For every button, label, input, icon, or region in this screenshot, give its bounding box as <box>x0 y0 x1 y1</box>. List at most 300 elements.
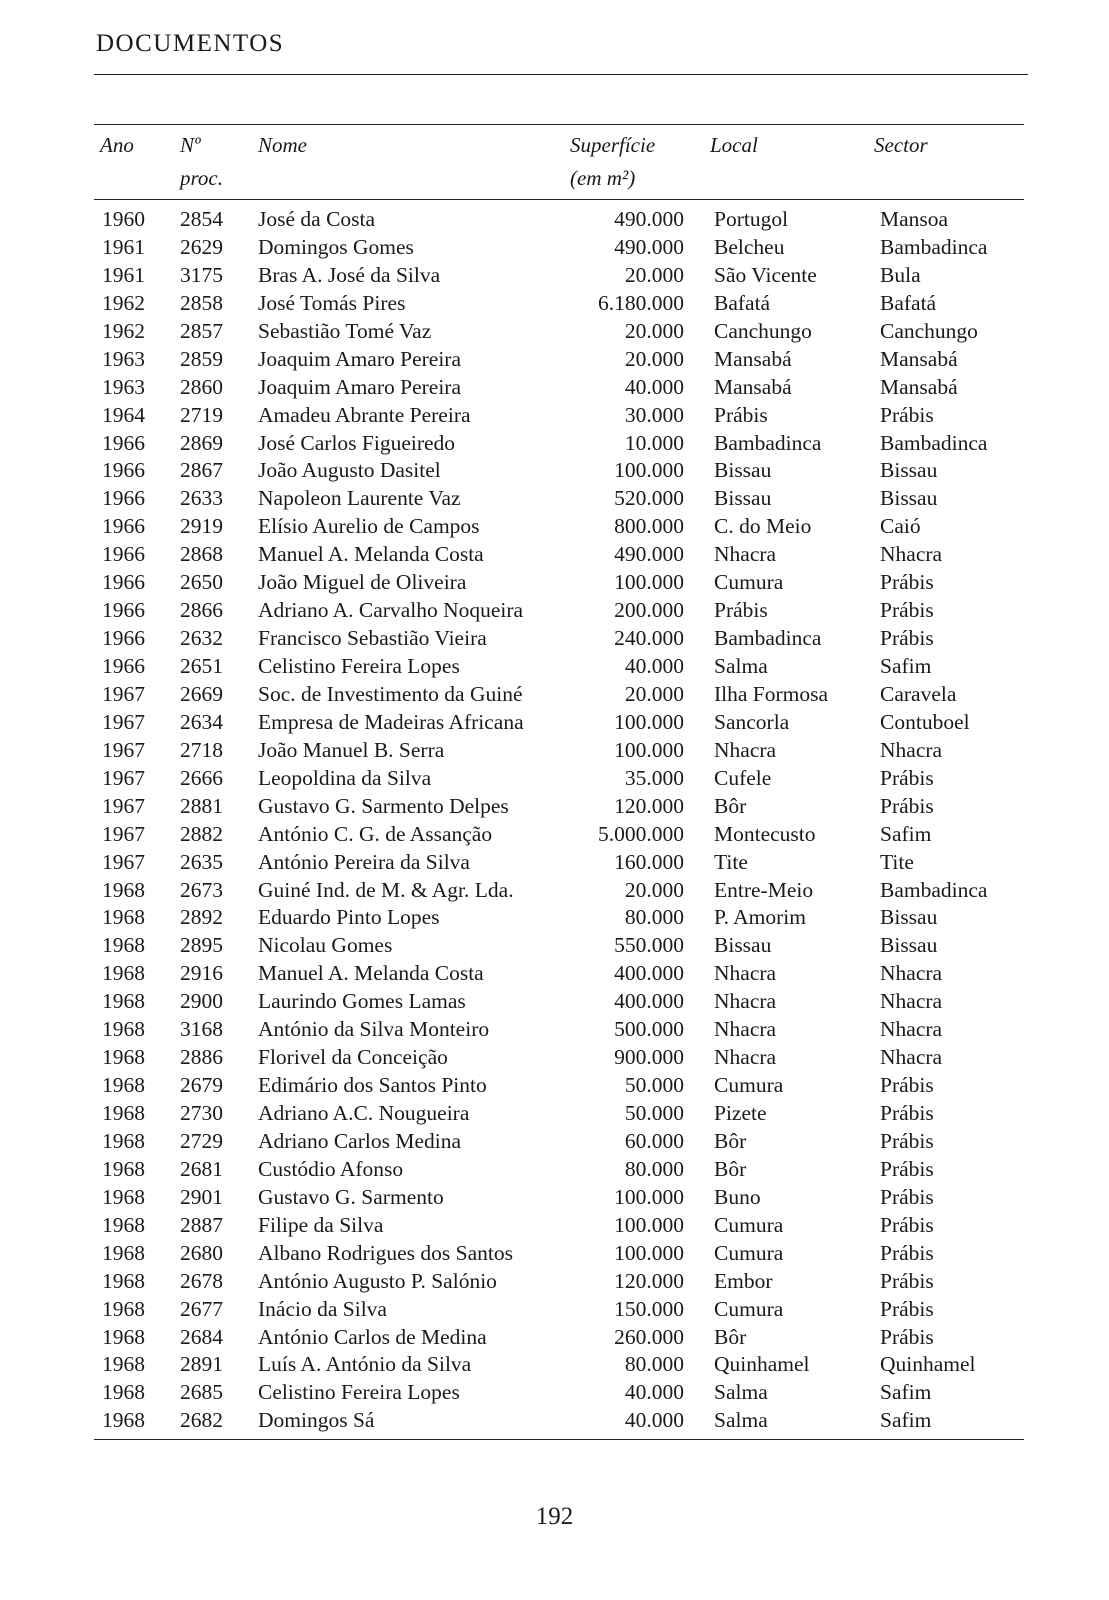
cell-numero-processo: 2677 <box>180 1296 223 1321</box>
cell-superficie: 200.000 <box>614 598 684 623</box>
table-body <box>94 200 1024 1439</box>
table-row <box>94 513 1024 541</box>
table-row <box>94 402 1024 430</box>
cell-ano: 1968 <box>102 1296 145 1321</box>
cell-sector: Prábis <box>880 1101 934 1125</box>
column-header-superficie-unit: (em m²) <box>570 166 636 190</box>
cell-local: Bôr <box>714 1156 747 1181</box>
cell-local: Quinhamel <box>714 1352 810 1377</box>
cell-sector: Quinhamel <box>880 1352 976 1377</box>
column-header-numero-label: Nº <box>180 133 201 157</box>
cell-sector: Nhacra <box>880 1017 943 1042</box>
cell-numero-processo: 2682 <box>180 1408 223 1433</box>
cell-superficie: 900.000 <box>614 1045 684 1070</box>
cell-ano: 1967 <box>102 709 145 734</box>
cell-nome: Empresa de Madeiras Africana <box>258 709 524 734</box>
cell-local: Nhacra <box>714 737 777 762</box>
cell-ano: 1961 <box>102 234 145 259</box>
cell-nome: Albano Rodrigues dos Santos <box>258 1240 514 1265</box>
cell-nome: Manuel A. Melanda Costa <box>258 542 484 567</box>
table-row <box>94 793 1024 821</box>
cell-superficie: 550.000 <box>614 933 684 958</box>
table-row <box>94 960 1024 988</box>
cell-numero-processo: 2892 <box>180 905 223 930</box>
cell-superficie: 10.000 <box>624 430 684 455</box>
cell-superficie: 20.000 <box>624 262 684 287</box>
cell-local: Cumura <box>714 1073 784 1098</box>
cell-local: Cumura <box>714 570 784 595</box>
table-row <box>94 1324 1024 1352</box>
cell-sector: Prábis <box>880 1156 934 1181</box>
cell-ano: 1968 <box>102 1352 145 1377</box>
cell-numero-processo: 2633 <box>180 486 223 511</box>
table-header <box>94 125 1024 199</box>
table-row <box>94 709 1024 737</box>
cell-numero-processo: 2916 <box>180 961 223 986</box>
cell-nome: Manuel A. Melanda Costa <box>258 961 484 986</box>
cell-superficie: 520.000 <box>614 486 684 511</box>
cell-nome: Francisco Sebastião Vieira <box>258 626 487 651</box>
table-row <box>94 234 1024 262</box>
cell-ano: 1968 <box>102 1017 145 1042</box>
cell-sector: Safim <box>880 1408 932 1433</box>
cell-sector: Canchungo <box>880 318 978 343</box>
cell-numero-processo: 2858 <box>180 290 223 315</box>
cell-superficie: 490.000 <box>614 207 684 231</box>
cell-superficie: 80.000 <box>624 1156 684 1181</box>
cell-nome: Celistino Fereira Lopes <box>258 1380 460 1405</box>
cell-local: São Vicente <box>714 262 817 287</box>
land-concessions-table <box>94 124 1024 1440</box>
cell-superficie: 80.000 <box>624 905 684 930</box>
cell-sector: Prábis <box>880 626 934 651</box>
cell-superficie: 80.000 <box>624 1352 684 1377</box>
cell-nome: Soc. de Investimento da Guiné <box>258 681 523 706</box>
cell-sector: Prábis <box>880 793 934 818</box>
cell-superficie: 100.000 <box>614 709 684 734</box>
cell-ano: 1968 <box>102 1156 145 1181</box>
table-row <box>94 206 1024 234</box>
cell-nome: António Pereira da Silva <box>258 849 470 874</box>
cell-numero-processo: 2685 <box>180 1380 223 1405</box>
cell-numero-processo: 2882 <box>180 821 223 846</box>
cell-ano: 1966 <box>102 486 145 511</box>
cell-numero-processo: 2669 <box>180 681 223 706</box>
cell-ano: 1968 <box>102 989 145 1014</box>
cell-nome: Joaquim Amaro Pereira <box>258 374 462 399</box>
cell-local: Salma <box>714 654 768 678</box>
cell-ano: 1966 <box>102 542 145 567</box>
cell-sector: Prábis <box>880 1268 934 1293</box>
cell-superficie: 20.000 <box>624 346 684 371</box>
cell-ano: 1968 <box>102 1324 145 1349</box>
cell-numero-processo: 2886 <box>180 1045 223 1070</box>
cell-local: Nhacra <box>714 1045 777 1070</box>
cell-ano: 1966 <box>102 514 145 539</box>
cell-nome: Florivel da Conceição <box>258 1045 448 1070</box>
table-row <box>94 485 1024 513</box>
page-number: 192 <box>535 1503 574 1530</box>
cell-superficie: 240.000 <box>614 626 684 651</box>
cell-numero-processo: 2866 <box>180 598 223 623</box>
cell-nome: José Carlos Figueiredo <box>258 430 456 455</box>
cell-superficie: 100.000 <box>614 737 684 762</box>
cell-local: Cumura <box>714 1212 784 1237</box>
table-row <box>94 625 1024 653</box>
cell-superficie: 20.000 <box>624 681 684 706</box>
cell-numero-processo: 3168 <box>180 1017 223 1042</box>
cell-sector: Mansabá <box>880 374 958 399</box>
cell-sector: Prábis <box>880 570 934 595</box>
cell-ano: 1968 <box>102 877 145 902</box>
cell-local: Bôr <box>714 1128 747 1153</box>
cell-numero-processo: 2719 <box>180 402 223 427</box>
table-row <box>94 262 1024 290</box>
table-row <box>94 290 1024 318</box>
cell-ano: 1966 <box>102 654 145 678</box>
cell-local: Mansabá <box>714 346 792 371</box>
table-row <box>94 653 1024 681</box>
cell-local: Buno <box>714 1184 761 1209</box>
cell-numero-processo: 2881 <box>180 793 223 818</box>
table-row <box>94 1128 1024 1156</box>
cell-nome: Edimário dos Santos Pinto <box>258 1073 487 1098</box>
table-row <box>94 318 1024 346</box>
cell-numero-processo: 2868 <box>180 542 223 567</box>
cell-nome: António C. G. de Assanção <box>258 821 493 846</box>
cell-sector: Prábis <box>880 1296 934 1321</box>
cell-superficie: 100.000 <box>614 1212 684 1237</box>
cell-nome: Leopoldina da Silva <box>258 765 432 790</box>
cell-sector: Contuboel <box>880 709 970 734</box>
cell-nome: João Augusto Dasitel <box>258 458 441 483</box>
cell-numero-processo: 2666 <box>180 765 223 790</box>
cell-ano: 1964 <box>102 402 145 427</box>
cell-nome: Sebastião Tomé Vaz <box>258 318 432 343</box>
table-row <box>94 1156 1024 1184</box>
cell-numero-processo: 2729 <box>180 1128 223 1153</box>
cell-superficie: 500.000 <box>614 1017 684 1042</box>
cell-superficie: 35.000 <box>624 765 684 790</box>
cell-superficie: 20.000 <box>624 877 684 902</box>
cell-ano: 1968 <box>102 1212 145 1237</box>
cell-superficie: 400.000 <box>614 961 684 986</box>
cell-numero-processo: 2651 <box>180 654 223 678</box>
cell-ano: 1967 <box>102 793 145 818</box>
table-row <box>94 1407 1024 1435</box>
cell-sector: Bissau <box>880 486 938 511</box>
cell-sector: Caió <box>880 514 921 539</box>
table-row <box>94 1016 1024 1044</box>
cell-superficie: 160.000 <box>614 849 684 874</box>
cell-sector: Prábis <box>880 1240 934 1265</box>
cell-numero-processo: 2650 <box>180 570 223 595</box>
table-row <box>94 904 1024 932</box>
cell-numero-processo: 2632 <box>180 626 223 651</box>
cell-ano: 1962 <box>102 290 145 315</box>
column-header-local-label: Local <box>710 133 758 157</box>
cell-sector: Bissau <box>880 458 938 483</box>
cell-nome: Gustavo G. Sarmento Delpes <box>258 793 509 818</box>
cell-local: Cumura <box>714 1240 784 1265</box>
cell-ano: 1967 <box>102 737 145 762</box>
cell-numero-processo: 2860 <box>180 374 223 399</box>
cell-superficie: 20.000 <box>624 318 684 343</box>
table-row <box>94 1044 1024 1072</box>
table-row <box>94 1100 1024 1128</box>
cell-sector: Bula <box>880 262 921 287</box>
cell-superficie: 60.000 <box>624 1128 684 1153</box>
cell-numero-processo: 2680 <box>180 1240 223 1265</box>
cell-ano: 1966 <box>102 458 145 483</box>
cell-local: Nhacra <box>714 961 777 986</box>
cell-sector: Prábis <box>880 1184 934 1209</box>
cell-ano: 1968 <box>102 1380 145 1405</box>
cell-ano: 1963 <box>102 374 145 399</box>
cell-nome: Adriano A. Carvalho Noqueira <box>258 598 524 623</box>
table-row <box>94 1212 1024 1240</box>
cell-numero-processo: 2718 <box>180 737 223 762</box>
table-row <box>94 541 1024 569</box>
cell-nome: Amadeu Abrante Pereira <box>258 402 471 427</box>
cell-sector: Nhacra <box>880 1045 943 1070</box>
cell-ano: 1966 <box>102 570 145 595</box>
page-header-title: DOCUMENTOS <box>96 30 285 57</box>
cell-numero-processo: 2679 <box>180 1073 223 1098</box>
cell-local: Bissau <box>714 486 772 511</box>
cell-sector: Prábis <box>880 1212 934 1237</box>
cell-local: Bissau <box>714 458 772 483</box>
table-row <box>94 1379 1024 1407</box>
cell-nome: Guiné Ind. de M. & Agr. Lda. <box>258 877 514 902</box>
column-header-superficie-label: Superfície <box>570 133 656 157</box>
cell-local: Bambadinca <box>714 626 822 651</box>
cell-superficie: 30.000 <box>624 402 684 427</box>
table-row <box>94 877 1024 905</box>
cell-local: Prábis <box>714 402 768 427</box>
cell-nome: Joaquim Amaro Pereira <box>258 346 462 371</box>
cell-superficie: 800.000 <box>614 514 684 539</box>
cell-nome: Domingos Sá <box>258 1408 375 1433</box>
cell-sector: Nhacra <box>880 542 943 567</box>
cell-superficie: 490.000 <box>614 234 684 259</box>
cell-numero-processo: 2919 <box>180 514 223 539</box>
cell-local: Nhacra <box>714 542 777 567</box>
cell-superficie: 50.000 <box>624 1101 684 1125</box>
cell-sector: Nhacra <box>880 737 943 762</box>
table-row <box>94 821 1024 849</box>
cell-numero-processo: 2634 <box>180 709 223 734</box>
cell-numero-processo: 2859 <box>180 346 223 371</box>
cell-local: Canchungo <box>714 318 812 343</box>
cell-ano: 1968 <box>102 905 145 930</box>
cell-sector: Mansabá <box>880 346 958 371</box>
cell-local: Bôr <box>714 793 747 818</box>
table-row <box>94 346 1024 374</box>
cell-nome: Adriano Carlos Medina <box>258 1128 462 1153</box>
cell-sector: Bambadinca <box>880 234 988 259</box>
table-row <box>94 457 1024 485</box>
cell-numero-processo: 2900 <box>180 989 223 1014</box>
column-header-sector <box>874 129 928 162</box>
column-header-ano <box>100 129 134 162</box>
cell-nome: Inácio da Silva <box>258 1296 387 1321</box>
cell-local: Salma <box>714 1380 768 1405</box>
table-row <box>94 765 1024 793</box>
table-row <box>94 988 1024 1016</box>
cell-ano: 1963 <box>102 346 145 371</box>
cell-sector: Safim <box>880 1380 932 1405</box>
cell-local: Bafatá <box>714 290 771 315</box>
column-header-ano-label: Ano <box>100 133 134 157</box>
cell-superficie: 400.000 <box>614 989 684 1014</box>
column-header-local <box>710 129 758 162</box>
cell-ano: 1966 <box>102 430 145 455</box>
cell-local: Bissau <box>714 933 772 958</box>
cell-superficie: 100.000 <box>614 570 684 595</box>
cell-local: Sancorla <box>714 709 790 734</box>
cell-local: Ilha Formosa <box>714 681 829 706</box>
cell-numero-processo: 2854 <box>180 207 223 231</box>
cell-sector: Prábis <box>880 1073 934 1098</box>
cell-local: C. do Meio <box>714 514 812 539</box>
column-header-sector-label: Sector <box>874 133 928 157</box>
cell-local: Portugol <box>714 207 789 231</box>
cell-superficie: 100.000 <box>614 1240 684 1265</box>
cell-sector: Prábis <box>880 1128 934 1153</box>
cell-numero-processo: 2681 <box>180 1156 223 1181</box>
table-row <box>94 597 1024 625</box>
cell-ano: 1967 <box>102 765 145 790</box>
cell-local: P. Amorim <box>714 905 806 930</box>
table-row <box>94 374 1024 402</box>
cell-ano: 1968 <box>102 1268 145 1293</box>
cell-superficie: 490.000 <box>614 542 684 567</box>
cell-ano: 1968 <box>102 1128 145 1153</box>
cell-nome: José Tomás Pires <box>258 290 406 315</box>
cell-local: Montecusto <box>714 821 816 846</box>
cell-local: Cufele <box>714 765 772 790</box>
cell-superficie: 50.000 <box>624 1073 684 1098</box>
cell-local: Nhacra <box>714 989 777 1014</box>
cell-sector: Bissau <box>880 905 938 930</box>
cell-ano: 1961 <box>102 262 145 287</box>
column-header-superficie <box>570 129 655 195</box>
cell-superficie: 150.000 <box>614 1296 684 1321</box>
cell-local: Tite <box>714 849 748 874</box>
cell-numero-processo: 2673 <box>180 877 223 902</box>
cell-nome: Custódio Afonso <box>258 1156 404 1181</box>
cell-sector: Bafatá <box>880 290 937 315</box>
cell-numero-processo: 2730 <box>180 1101 223 1125</box>
cell-sector: Bambadinca <box>880 430 988 455</box>
cell-ano: 1966 <box>102 626 145 651</box>
cell-local: Nhacra <box>714 1017 777 1042</box>
cell-ano: 1968 <box>102 1240 145 1265</box>
cell-nome: António da Silva Monteiro <box>258 1017 490 1042</box>
cell-ano: 1960 <box>102 207 145 231</box>
cell-superficie: 120.000 <box>614 793 684 818</box>
cell-numero-processo: 2857 <box>180 318 223 343</box>
cell-nome: João Miguel de Oliveira <box>258 570 467 595</box>
cell-nome: Napoleon Laurente Vaz <box>258 486 461 511</box>
cell-nome: Celistino Fereira Lopes <box>258 654 460 678</box>
cell-ano: 1966 <box>102 598 145 623</box>
cell-local: Pizete <box>714 1101 767 1125</box>
column-header-nome <box>258 129 307 162</box>
header-rule <box>94 74 1028 75</box>
table-row <box>94 1268 1024 1296</box>
cell-local: Embor <box>714 1268 773 1293</box>
cell-nome: Laurindo Gomes Lamas <box>258 989 466 1014</box>
cell-ano: 1967 <box>102 681 145 706</box>
cell-nome: Domingos Gomes <box>258 234 414 259</box>
cell-numero-processo: 2887 <box>180 1212 223 1237</box>
cell-superficie: 5.000.000 <box>598 821 684 846</box>
cell-ano: 1962 <box>102 318 145 343</box>
cell-nome: Filipe da Silva <box>258 1212 384 1237</box>
table-row <box>94 737 1024 765</box>
cell-ano: 1968 <box>102 1184 145 1209</box>
cell-sector: Safim <box>880 654 932 678</box>
column-header-processo-label: proc. <box>180 166 223 190</box>
table-row <box>94 932 1024 960</box>
cell-nome: Bras A. José da Silva <box>258 262 441 287</box>
cell-numero-processo: 2684 <box>180 1324 223 1349</box>
cell-nome: José da Costa <box>258 207 376 231</box>
cell-nome: António Augusto P. Salónio <box>258 1268 497 1293</box>
cell-local: Mansabá <box>714 374 792 399</box>
table-row <box>94 569 1024 597</box>
table-row <box>94 1184 1024 1212</box>
cell-numero-processo: 2891 <box>180 1352 223 1377</box>
cell-sector: Nhacra <box>880 989 943 1014</box>
table-row <box>94 1072 1024 1100</box>
cell-superficie: 6.180.000 <box>598 290 684 315</box>
cell-superficie: 100.000 <box>614 1184 684 1209</box>
cell-nome: Gustavo G. Sarmento <box>258 1184 444 1209</box>
cell-numero-processo: 3175 <box>180 262 223 287</box>
cell-superficie: 260.000 <box>614 1324 684 1349</box>
cell-sector: Caravela <box>880 681 957 706</box>
cell-numero-processo: 2869 <box>180 430 223 455</box>
cell-local: Entre-Meio <box>714 877 814 902</box>
cell-nome: António Carlos de Medina <box>258 1324 487 1349</box>
cell-superficie: 40.000 <box>624 654 684 678</box>
cell-local: Belcheu <box>714 234 785 259</box>
table-row <box>94 1296 1024 1324</box>
cell-nome: João Manuel B. Serra <box>258 737 445 762</box>
cell-sector: Tite <box>880 849 914 874</box>
cell-superficie: 120.000 <box>614 1268 684 1293</box>
column-header-numero-processo <box>180 129 223 195</box>
table-row <box>94 1240 1024 1268</box>
table-row <box>94 849 1024 877</box>
cell-numero-processo: 2629 <box>180 234 223 259</box>
cell-sector: Prábis <box>880 402 934 427</box>
cell-sector: Prábis <box>880 598 934 623</box>
cell-ano: 1967 <box>102 849 145 874</box>
cell-sector: Bissau <box>880 933 938 958</box>
cell-local: Bambadinca <box>714 430 822 455</box>
cell-superficie: 40.000 <box>624 1380 684 1405</box>
cell-nome: Eduardo Pinto Lopes <box>258 905 440 930</box>
cell-ano: 1967 <box>102 821 145 846</box>
table-bottom-rule <box>94 1439 1024 1440</box>
cell-superficie: 40.000 <box>624 1408 684 1433</box>
cell-local: Cumura <box>714 1296 784 1321</box>
cell-local: Bôr <box>714 1324 747 1349</box>
